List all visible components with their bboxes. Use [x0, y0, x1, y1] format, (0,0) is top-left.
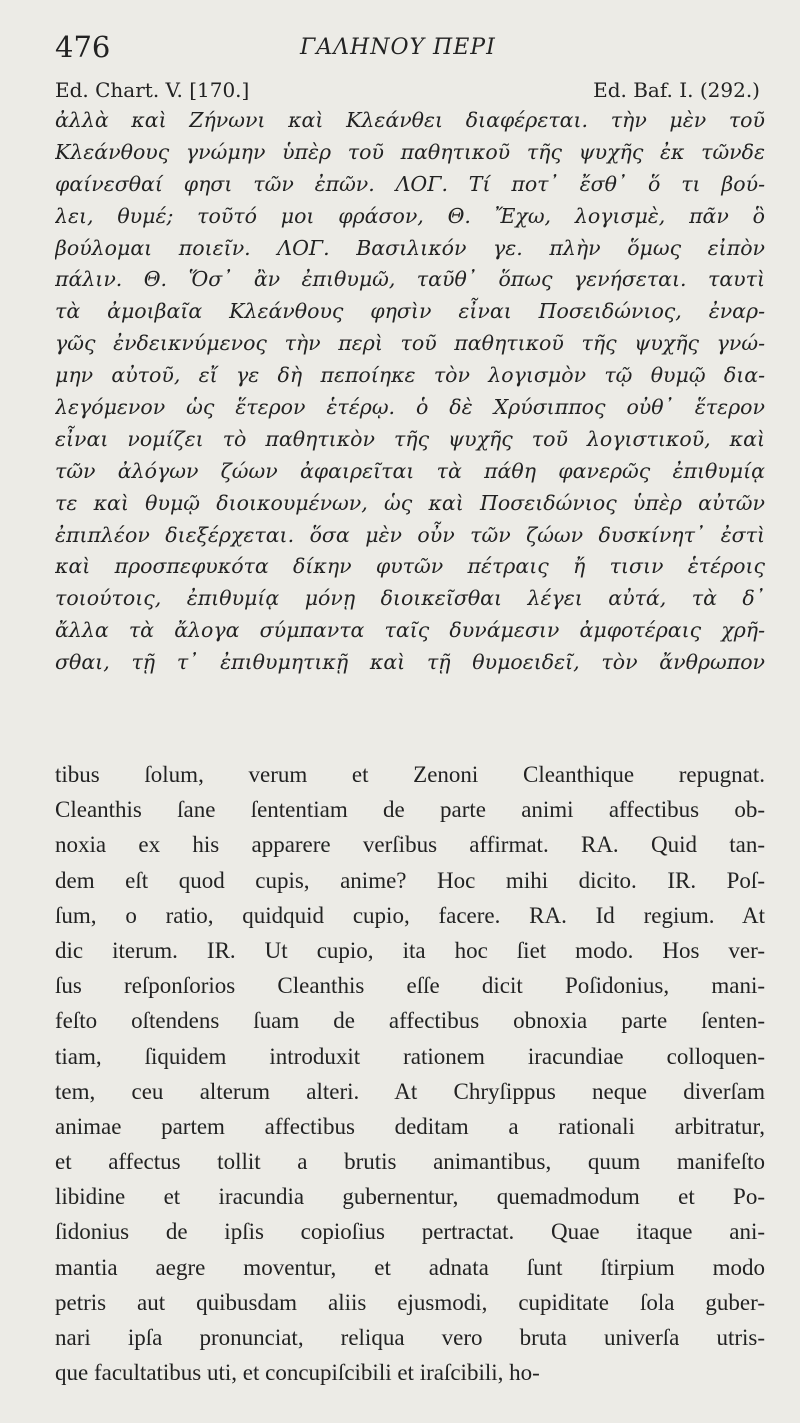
greek-line: ἀλλὰ καὶ Ζήνωνι καὶ Κλεάνθει διαφέρεται. τὴν μὲν τοῦ	[55, 108, 765, 132]
latin-line: ſus reſponſorios Cleanthis eſſe dicit Poſidonius, mani-	[55, 973, 765, 999]
greek-line: λεγόμενον ὡς ἕτερον ἑτέρῳ. ὁ δὲ Χρύσιππος οὐθ᾽ ἕτερον	[55, 395, 765, 420]
latin-line: noxia ex his apparere verſibus affirmat. RA. Quid tan-	[55, 832, 765, 858]
latin-line: tibus ſolum, verum et Zenoni Cleanthique repugnat.	[55, 762, 765, 787]
greek-line: σθαι, τῇ τ᾽ ἐπιθυμητικῇ καὶ τῇ θυμοειδεῖ, τὸν ἄνθρωπον	[55, 650, 765, 675]
latin-line: et affectus tollit a brutis animantibus, quum manifeſto	[55, 1149, 765, 1175]
latin-line: feſto oſtendens ſuam de affectibus obnoxia parte ſenten-	[55, 1008, 765, 1034]
greek-line: Κλεάνθους γνώμην ὑπὲρ τοῦ παθητικοῦ τῆς ψυχῆς ἐκ τῶνδε	[55, 139, 765, 164]
greek-line: τῶν ἀλόγων ζώων ἀφαιρεῖται τὰ πάθη φανερῶς ἐπιθυμίᾳ	[55, 458, 765, 483]
greek-line: τὰ ἀμοιβαῖα Κλεάνθους φησὶν εἶναι Ποσειδώνιος, ἐναρ-	[55, 299, 765, 324]
edition-references	[55, 78, 760, 106]
greek-line: βούλομαι ποιεῖν. ΛΟΓ. Βασιλικόν γε. πλὴν ὅμως εἰπὸν	[55, 235, 765, 260]
greek-line: γῶς ἐνδεικνύμενος τὴν περὶ τοῦ παθητικοῦ τῆς ψυχῆς γνώ-	[55, 331, 765, 356]
greek-line: μην αὐτοῦ, εἴ γε δὴ πεποίηκε τὸν λογισμὸν τῷ θυμῷ δια-	[55, 363, 765, 388]
latin-line: animae partem affectibus deditam a rationali arbitratur,	[55, 1113, 765, 1139]
latin-line: ſum, o ratio, quidquid cupio, facere. RA. Id regium. At	[55, 902, 765, 928]
greek-line: πάλιν. Θ. Ὅσ᾽ ἂν ἐπιθυμῶ, ταῦθ᾽ ὅπως γενήσεται. ταυτὶ	[55, 267, 765, 292]
latin-line: ſidonius de ipſis copioſius pertractat. Quae itaque ani-	[55, 1219, 765, 1245]
latin-line: tem, ceu alterum alteri. At Chryſippus neque diverſam	[55, 1078, 765, 1104]
edition-reference-right: Ed. Baf. I. (292.)	[593, 78, 760, 102]
greek-line: τε καὶ θυμῷ διοικουμένων, ὡς καὶ Ποσειδώνιος ὑπὲρ αὐτῶν	[55, 490, 765, 515]
greek-line: τοιούτοις, ἐπιθυμίᾳ μόνῃ διοικεῖσθαι λέγει αὐτά, τὰ δ᾽	[55, 586, 765, 611]
greek-line: φαίνεσθαί φησι τῶν ἐπῶν. ΛΟΓ. Τί ποτ᾽ ἔσθ᾽ ὅ τι βού-	[55, 171, 765, 196]
greek-line: καὶ προσπεφυκότα δίκην φυτῶν πέτραις ἤ τισιν ἑτέροις	[55, 554, 765, 579]
greek-line: λει, θυμέ; τοῦτό μοι φράσον, Θ. Ἔχω, λογισμὲ, πᾶν ὃ	[55, 203, 765, 228]
latin-line: dem eſt quod cupis, anime? Hoc mihi dicito. IR. Poſ-	[55, 867, 765, 893]
greek-text-block	[55, 105, 765, 679]
latin-line: petris aut quibusdam aliis ejusmodi, cupiditate ſola guber-	[55, 1289, 765, 1315]
running-title: ΓΑΛΗΝΟΥ ΠΕΡΙ	[300, 35, 496, 60]
latin-line: que facultatibus uti, et concupiſcibili et iraſcibili, ho-	[55, 1360, 540, 1386]
greek-line: ἐπιπλέον διεξέρχεται. ὅσα μὲν οὖν τῶν ζώων δυσκίνητ᾽ ἐστὶ	[55, 522, 765, 547]
latin-line: nari ipſa pronunciat, reliqua vero bruta univerſa utris-	[55, 1325, 765, 1350]
greek-line: εἶναι νομίζει τὸ παθητικὸν τῆς ψυχῆς τοῦ λογιστικοῦ, καὶ	[55, 426, 765, 451]
latin-line: libidine et iracundia gubernentur, quemadmodum et Po-	[55, 1184, 765, 1210]
latin-line: Cleanthis ſane ſententiam de parte animi affectibus ob-	[55, 797, 765, 823]
page-header	[55, 30, 760, 70]
latin-line: mantia aegre moventur, et adnata ſunt ſtirpium modo	[55, 1254, 765, 1280]
edition-reference-left: Ed. Chart. V. [170.]	[55, 78, 250, 102]
page-number: 476	[55, 30, 111, 64]
latin-line: dic iterum. IR. Ut cupio, ita hoc ſiet modo. Hos ver-	[55, 937, 765, 963]
greek-line: ἄλλα τὰ ἄλογα σύμπαντα ταῖς δυνάμεσιν ἀμφοτέραις χρῆ-	[55, 618, 765, 643]
latin-text-block	[55, 757, 765, 1390]
latin-line: tiam, ſiquidem introduxit rationem iracundiae colloquen-	[55, 1043, 765, 1069]
